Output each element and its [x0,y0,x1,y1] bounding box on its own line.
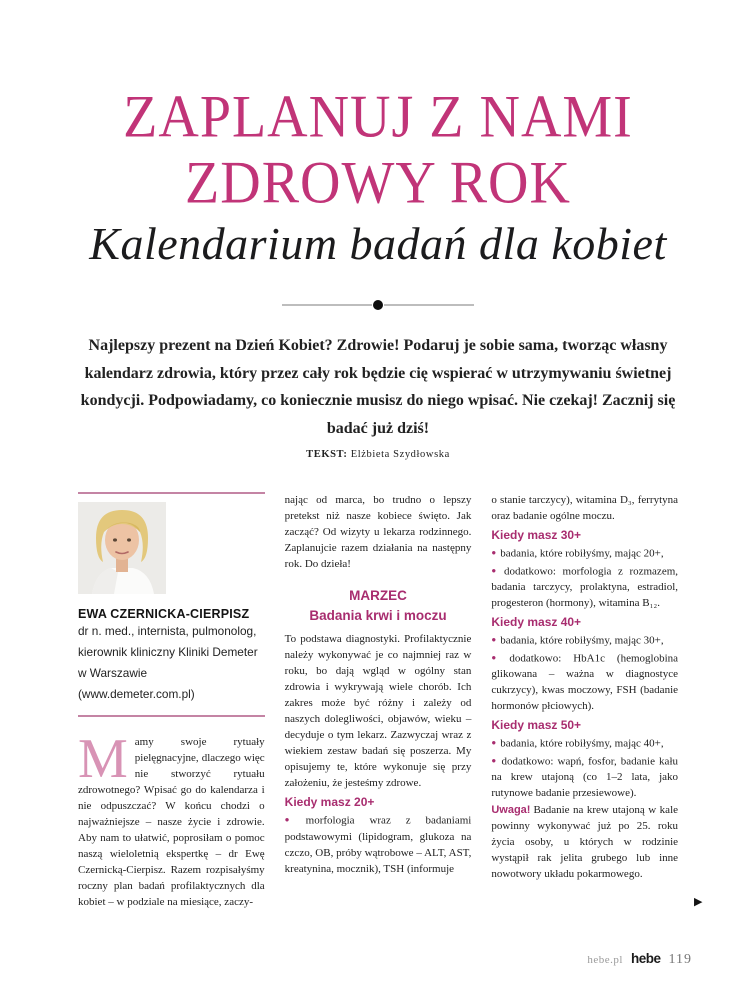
byline-author: Elżbieta Szydłowska [350,449,450,460]
bullet-item [491,753,678,802]
month-heading: MARZEC [349,588,407,603]
footer-magazine-logo: hebe [631,951,661,966]
bullet-item [491,735,678,752]
bullet-icon: ● [284,815,302,824]
age-40-heading: Kiedy masz 40+ [491,615,582,629]
expert-credential-line: dr n. med., internista, pulmonolog, [78,624,257,638]
drop-cap: M [78,728,128,790]
footer-site-url: hebe.pl [587,954,623,966]
bullet-item-text: dodatkowo: HbA1c (hemoglobina glikowana – ważna w diagnostyce cukrzycy), kwas moczowy, FSH (badanie hormonów płciowych). [491,652,679,712]
bullet-item-text: dodatkowo: morfologia z rozmazem, badania tarczycy, prolaktyna, estradiol, progesteron (hormony), witamina B₁₂. [491,565,679,609]
bullet-item-continued: o stanie tarczycy), witamina D₃, ferrytyna oraz badanie ogólne moczu. [491,494,679,522]
note-paragraph [491,802,678,882]
bullet-icon: ● [491,652,506,662]
bullet-item [491,632,678,649]
bullet-item-text: dodatkowo: wapń, fosfor, badanie kału na krew utajoną (co 1–2 lata, jako rutynowe badanie przesiewowe). [491,755,679,799]
page-title-line1: ZAPLANUJ Z NAMI [123,83,633,151]
divider-dot-icon [373,300,383,310]
age-20-heading: Kiedy masz 20+ [284,795,375,809]
bullet-icon: ● [491,565,501,575]
note-text: Badanie na krew utajoną w kale powinny wykonywać już po 25. roku życia osoby, u których w rodzinie wystąpił rak jelita grubego lub inne nowotwory układu pokarmowego. [491,804,679,880]
divider-line-left [282,304,372,306]
age-30-heading: Kiedy masz 30+ [491,528,582,542]
page-title [0,84,756,216]
byline [0,449,756,460]
bullet-item [491,563,678,612]
byline-label: TEKST: [306,449,348,460]
page-title-line2: ZDROWY ROK [185,149,571,217]
section-divider [282,300,474,310]
expert-name: EWA CZERNICKA-CIERPISZ [78,607,250,621]
continuation-arrow-icon: ▶ [694,896,703,908]
page-subtitle: Kalendarium badań dla kobiet [89,218,667,269]
column-left [78,492,265,911]
bullet-item-text: morfologia wraz z badaniami podstawowymi (lipidogram, glukoza na czczo, OB, próby wątrobowe – ALT, AST, kreatynina, mocznik), TSH (informuje [284,814,472,875]
bullet-icon: ● [491,755,498,765]
lead-paragraph [78,728,265,910]
column-middle [285,492,472,911]
expert-photo [78,502,166,594]
bullet-item [285,812,472,877]
lead-paragraph-continued: nając od marca, bo trudno o lepszy pretekst niż nasze kobiece święto. Jak zacząć? Od wizyty u lekarza rodzinnego. Zaplanujcie razem działania na następny rok. Do dzieła! [284,494,472,570]
note-label: Uwaga! [491,804,531,816]
divider-line-right [384,304,474,306]
section-heading: Badania krwi i moczu [309,608,447,623]
bullet-item-text: badania, które robiłyśmy, mając 30+, [500,634,664,647]
bullet-icon: ● [491,548,497,557]
bullet-icon: ● [491,738,497,747]
bullet-item-text: badania, które robiłyśmy, mając 40+, [500,737,664,750]
expert-credential-line: kierownik kliniczny Kliniki Demeter [78,645,258,659]
article-columns [78,492,678,911]
author-box-rule-bottom [78,715,265,717]
page-number: 119 [668,952,692,967]
expert-credential-line: w Warszawie (www.demeter.com.pl) [78,666,195,701]
section-paragraph: To podstawa diagnostyki. Profilaktycznie należy wykonywać je co najmniej raz w roku, bo dają wgląd w ogólny stan zdrowia i wykrywają wiele chorób. Ich zakres może być różny i zależy od naszych dolegliwości, objawów, wieku – decyduje o tym lekarz. Zazwyczaj wraz z wiekiem zestaw badań się poszerza. My opisujemy te, które wykonuje się przy założeniu, że jesteśmy zdrowe. [284,633,472,789]
lead-paragraph-text: amy swoje rytuały pielęgnacyjne, dlaczego więc nie stworzyć rytuału zdrowotnego? Wpisać go do kalendarza i nie odpuszczać? W końcu chodzi o najważniejsze – nasze życie i zdrowie. Aby nam to ułatwić, poprosiłam o pomoc naszą wieloletnią ekspertkę – dr Ewę Czernicką-Cierpisz. Razem rozpisałyśmy roczny plan badań profilaktycznych dla kobiet – w podziale na miesiące, zaczy- [78,736,265,908]
age-50-heading: Kiedy masz 50+ [491,718,582,732]
bullet-icon: ● [491,635,497,644]
intro-paragraph: Najlepszy prezent na Dzień Kobiet? Zdrowie! Podaruj je sobie sama, tworząc własny kalendarz zdrowia, który przez cały rok będzie cię wspierać w utrzymywaniu świetnej kondycji. Podpowiadamy, co koniecznie musisz do niego wpisać. Nie czekaj! Zacznij się badać już dziś! [80,337,676,437]
bullet-item [491,545,678,562]
author-box-rule-top [78,492,265,494]
bullet-item [491,650,678,715]
column-right [491,492,678,911]
page-footer [587,951,692,968]
bullet-item-text: badania, które robiłyśmy, mając 20+, [500,547,664,560]
